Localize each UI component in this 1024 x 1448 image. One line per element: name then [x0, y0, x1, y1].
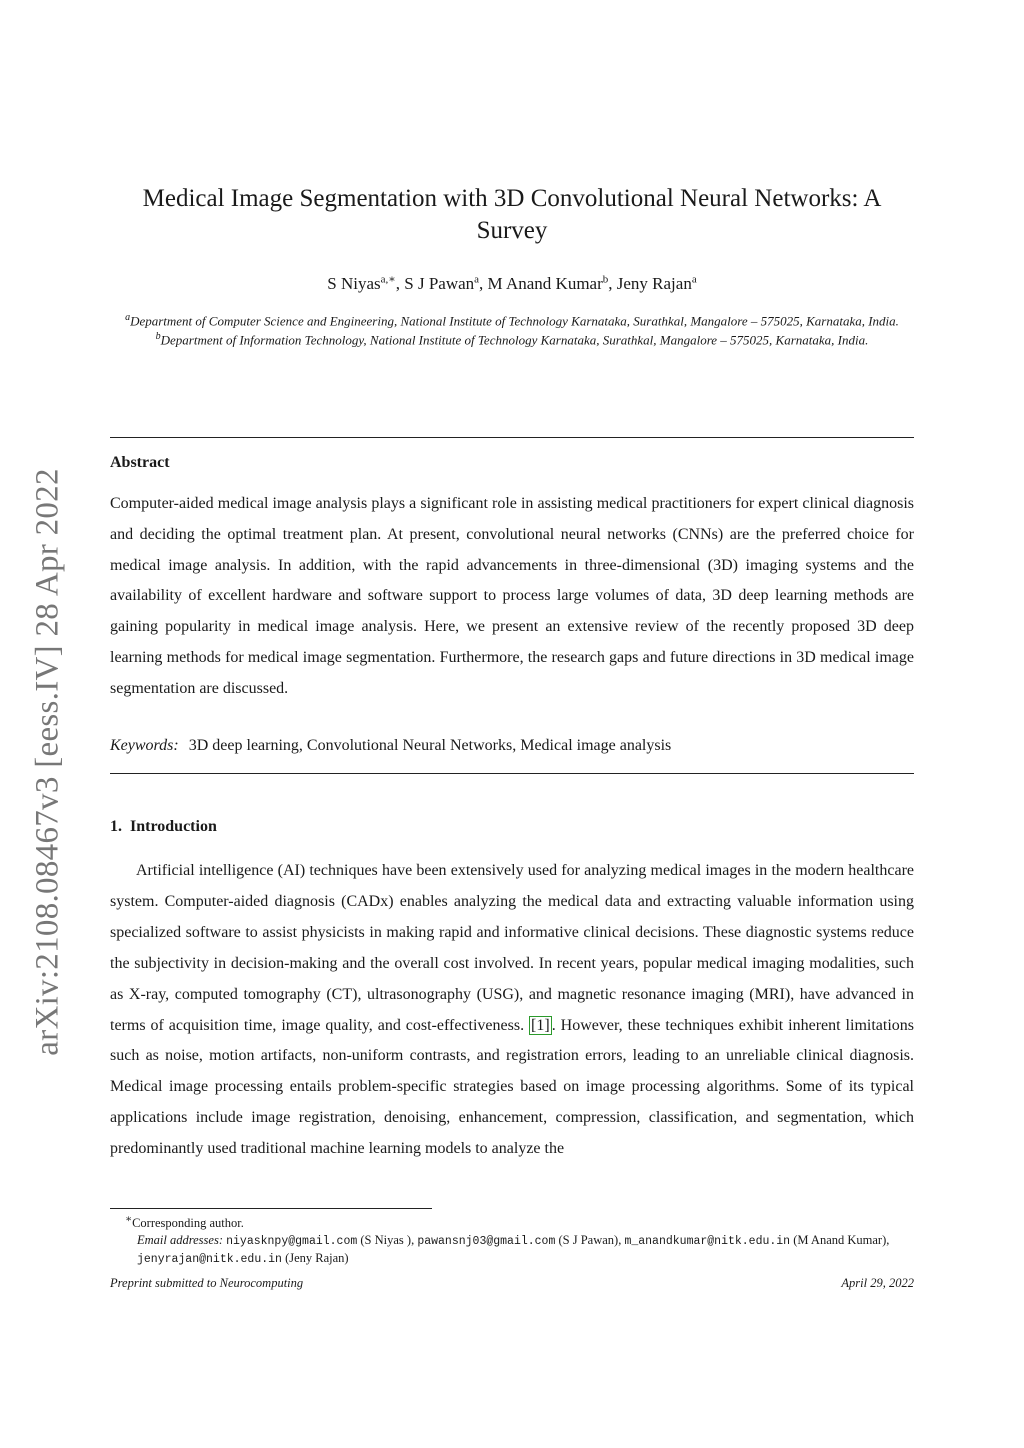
section-number: 1. [110, 818, 122, 835]
paper-title: Medical Image Segmentation with 3D Convolutional Neural Networks: A Survey [142, 185, 882, 244]
footnote: ∗Corresponding author. Email addresses: niyasknpy@gmail.com (S Niyas ), pawansnj03@gmail.com (S J Pawan), m_anandkumar@nitk.edu.in (M Anand Kumar), jenyrajan@nitk.edu.in (Jeny Rajan) [110, 1212, 914, 1269]
footnote-rule [110, 1208, 432, 1209]
email-link[interactable]: pawansnj03@gmail.com [417, 1234, 556, 1248]
abstract-text: Computer-aided medical image analysis plays a significant role in assisting medical practitioners for expert clinical diagnosis and deciding the optimal treatment plan. At present, convolutional neural networks (CNNs) are the preferred choice for medical image analysis. In addition, with the rapid advancements in three-dimensional (3D) imaging systems and the availability of excellent hardware and software support to process large volumes of data, 3D deep learning methods are gaining popularity in medical image analysis. Here, we present an extensive review of the recently proposed 3D deep learning methods for medical image segmentation. Furthermore, the research gaps and future directions in 3D medical image segmentation are discussed. [110, 495, 914, 697]
email-link[interactable]: niyasknpy@gmail.com [226, 1234, 358, 1248]
author-list [110, 272, 914, 294]
keywords-text: 3D deep learning, Convolutional Neural Networks, Medical image analysis [188, 737, 672, 754]
introduction-paragraph: Artificial intelligence (AI) techniques have been extensively used for analyzing medical images in the modern healthcare system. Computer-aided diagnosis (CADx) enables analyzing the medical data and extracting valuable information using specialized software to assist physicists in making rapid and informative clinical decisions. These diagnostic systems reduce the subjectivity in decision-making and the overall cost involved. In recent years, popular medical imaging modalities, such as X-ray, computed tomography (CT), ultrasonography (USG), and magnetic resonance imaging (MRI), have advanced in terms of acquisition time, image quality, and cost-effectiveness. [1] . However, these techniques exhibit inherent limitations such as noise, motion artifacts, non-uniform contrasts, and registration errors, leading to an unreliable clinical diagnosis. Medical image processing entails problem-specific strategies based on image processing algorithms. Some of its typical applications include image registration, denoising, enhancement, compression, classification, and segmentation, which predominantly used traditional machine learning models to analyze the [110, 862, 915, 1158]
author: Jeny Rajan$^a$ [616, 273, 697, 293]
preprint-date: April 29, 2022 [841, 1276, 914, 1290]
preprint-venue: Preprint submitted to Neurocomputing [110, 1276, 304, 1290]
author: M Anand Kumar$^b$, [487, 273, 617, 293]
abstract-heading: Abstract [110, 454, 170, 471]
affiliation-a: $^a$Department of Computer Science and Engineering, National Institute of Technology Karnataka, Surathkal, Mangalore – 575025, Karnataka, India. [125, 312, 899, 329]
abstract-top-rule [110, 437, 914, 438]
affiliations [110, 310, 914, 349]
abstract-bottom-rule [110, 773, 914, 774]
corresponding-note: Corresponding author. [132, 1216, 244, 1231]
author: S J Pawan$^a$, [404, 273, 488, 293]
section-title: Introduction [130, 818, 217, 835]
section-heading [110, 818, 217, 836]
keywords [110, 737, 914, 755]
preprint-footer [110, 1276, 914, 1291]
author: S Niyas$^{a,∗}$, [327, 273, 405, 293]
arxiv-id-text: arXiv:2108.08467v3 [eess.IV] 28 Apr 2022 [29, 468, 66, 1056]
email-link[interactable]: jenyrajan@nitk.edu.in [137, 1253, 282, 1267]
keywords-label: Keywords: [110, 737, 179, 754]
citation-link[interactable]: [1] [531, 1016, 550, 1034]
email-addresses: Email addresses: niyasknpy@gmail.com (S Niyas ), pawansnj03@gmail.com (S J Pawan), m_anandkumar@nitk.edu.in (M Anand Kumar), jenyrajan@nitk.edu.in (Jeny Rajan) [137, 1232, 890, 1267]
affiliation-b: $^b$Department of Information Technology, National Institute of Technology Karnataka, Surathkal, Mangalore – 575025, Karnataka, India. [155, 331, 869, 348]
email-link[interactable]: m_anandkumar@nitk.edu.in [624, 1234, 791, 1248]
